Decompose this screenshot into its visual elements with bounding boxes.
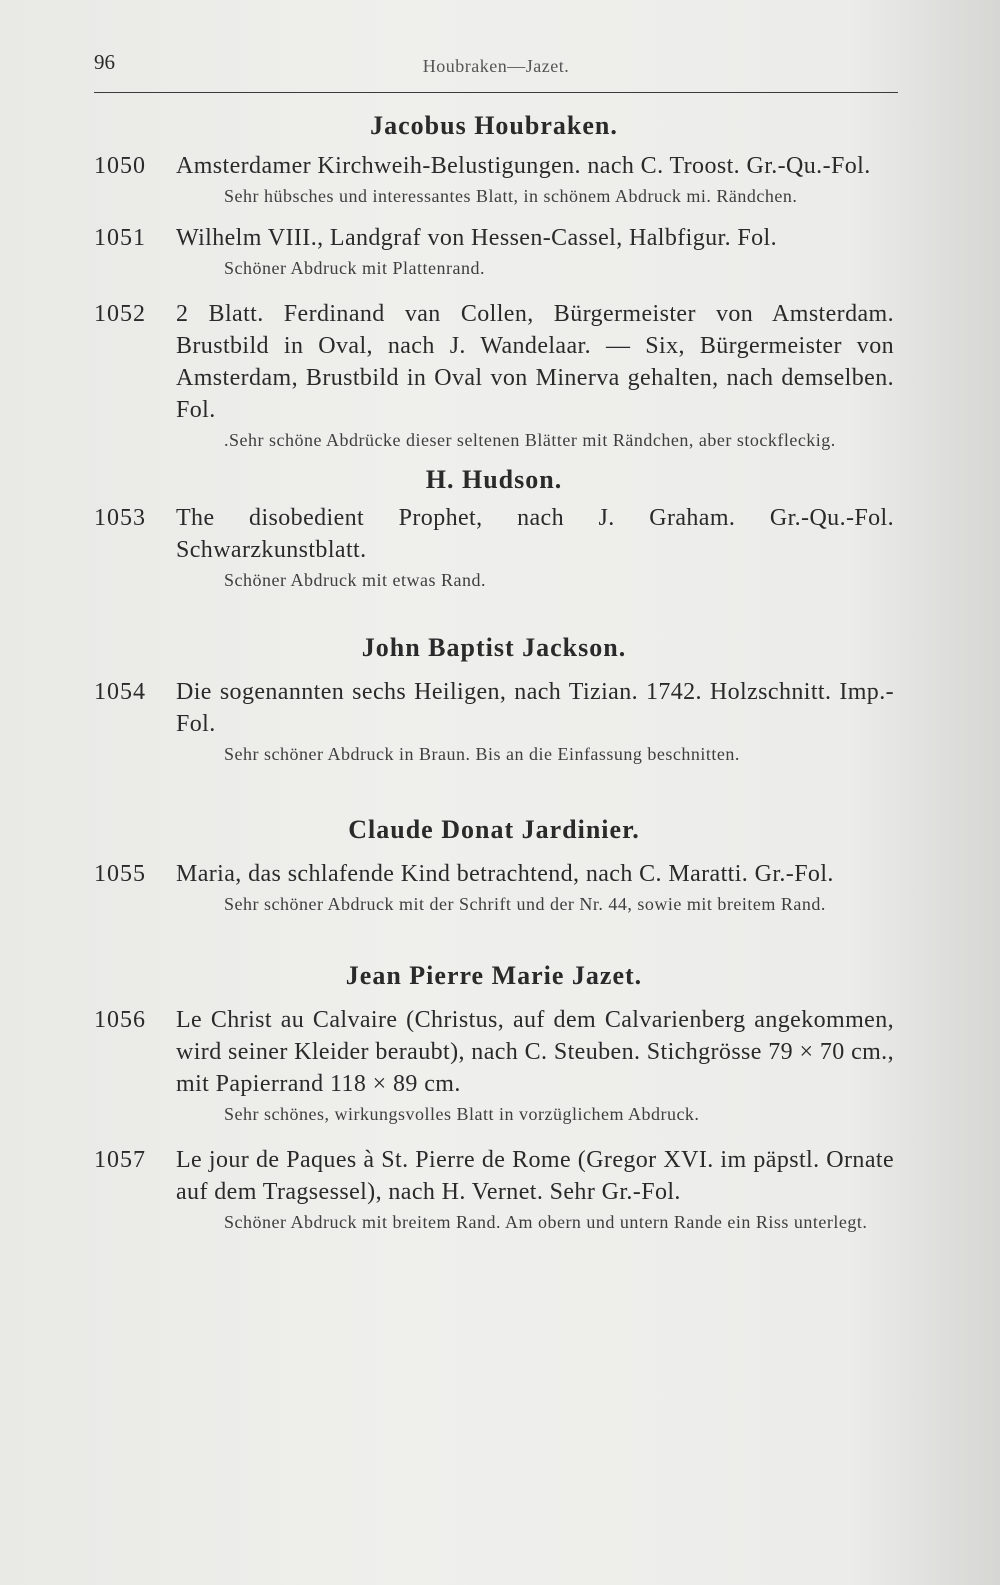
catalog-entry <box>94 858 894 916</box>
artist-heading: Jacobus Houbraken. <box>370 111 618 140</box>
entry-description: The disobedient Prophet, nach J. Graham. Gr.-Qu.-Fol. Schwarzkunstblatt. <box>176 505 894 563</box>
catalog-entry <box>94 222 894 280</box>
entry-description: Maria, das schlafende Kind betrachtend, nach C. Maratti. Gr.-Fol. <box>176 861 834 887</box>
page-number: 96 <box>94 50 115 74</box>
lot-number: 1050 <box>94 153 146 179</box>
catalog-content <box>94 104 894 1234</box>
artist-heading: H. Hudson. <box>425 465 563 494</box>
entry-condition-note: .Sehr schöne Abdrücke dieser seltenen Blätter mit Rändchen, aber stockfleckig. <box>224 430 836 450</box>
artist-heading: John Baptist Jackson. <box>361 633 627 662</box>
catalog-entry <box>94 502 894 592</box>
entry-description: Die sogenannten sechs Heiligen, nach Tizian. 1742. Holzschnitt. Imp.-Fol. <box>176 679 894 737</box>
entry-condition-note: Sehr schönes, wirkungsvolles Blatt in vorzüglichem Abdruck. <box>224 1104 700 1124</box>
lot-number: 1054 <box>94 679 146 705</box>
lot-number: 1056 <box>94 1007 146 1033</box>
artist-heading: Jean Pierre Marie Jazet. <box>345 961 643 990</box>
lot-number: 1057 <box>94 1147 146 1173</box>
lot-number: 1052 <box>94 301 146 327</box>
lot-number: 1055 <box>94 861 146 887</box>
catalog-entry <box>94 150 894 208</box>
entry-description: 2 Blatt. Ferdinand van Collen, Bürgermeister von Amsterdam. Brustbild in Oval, nach J. Wandelaar. — Six, Bürgermeister von Amsterdam, Brustbild in Oval von Minerva gehalten, nach demselben. Fol. <box>176 301 894 423</box>
catalog-entry <box>94 298 894 452</box>
entry-description: Amsterdamer Kirchweih-Belustigungen. nach C. Troost. Gr.-Qu.-Fol. <box>176 153 871 179</box>
lot-number: 1051 <box>94 225 146 251</box>
catalog-entry <box>94 1004 894 1126</box>
entry-description: Le Christ au Calvaire (Christus, auf dem Calvarienberg angekommen, wird seiner Kleider beraubt), nach C. Steuben. Stichgrösse 79 × 70 cm., mit Papierrand 118 × 89 cm. <box>176 1007 894 1097</box>
page-header <box>94 48 898 93</box>
entry-description: Wilhelm VIII., Landgraf von Hessen-Cassel, Halbfigur. Fol. <box>176 225 778 251</box>
entry-condition-note: Schöner Abdruck mit etwas Rand. <box>224 570 486 590</box>
running-title: Houbraken—Jazet. <box>422 56 570 76</box>
catalog-entry <box>94 676 894 766</box>
lot-number: 1053 <box>94 505 146 531</box>
entry-description: Le jour de Paques à St. Pierre de Rome (Gregor XVI. im päpstl. Ornate auf dem Tragsessel), nach H. Vernet. Sehr Gr.-Fol. <box>176 1147 894 1205</box>
entry-condition-note: Schöner Abdruck mit Plattenrand. <box>224 258 485 278</box>
entry-condition-note: Sehr schöner Abdruck mit der Schrift und der Nr. 44, sowie mit breitem Rand. <box>224 894 826 914</box>
catalog-entry <box>94 1144 894 1234</box>
artist-heading: Claude Donat Jardinier. <box>348 815 640 844</box>
entry-condition-note: Sehr hübsches und interessantes Blatt, in schönem Abdruck mi. Rändchen. <box>224 186 798 206</box>
entry-condition-note: Schöner Abdruck mit breitem Rand. Am obern und untern Rande ein Riss unterlegt. <box>224 1212 868 1232</box>
entry-condition-note: Sehr schöner Abdruck in Braun. Bis an die Einfassung beschnitten. <box>224 744 740 764</box>
